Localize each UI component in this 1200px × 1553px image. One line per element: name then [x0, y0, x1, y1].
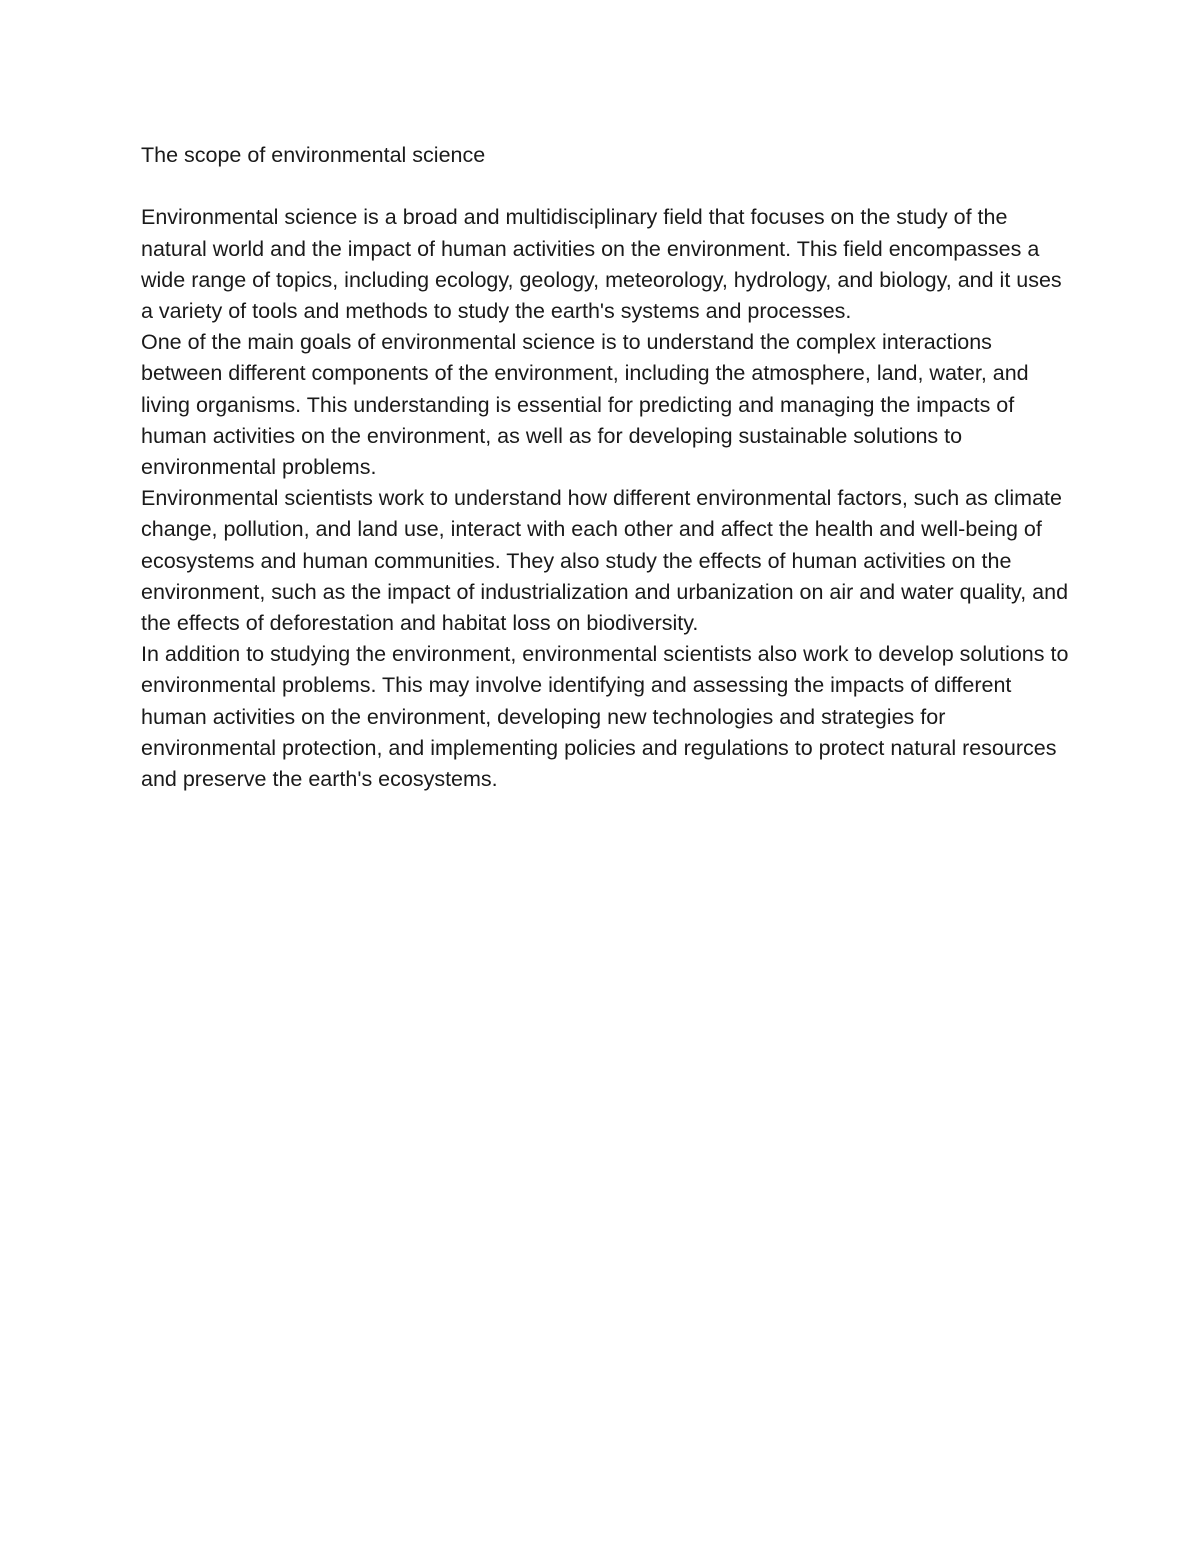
paragraph-4: In addition to studying the environment, environmental scientists also work to develop solutions to environmental problems. This may involve identifying and assessing the impacts of different human activities on the environment, developing new technologies and strategies for environmental protection, and implementing policies and regulations to protect natural resources and preserve the earth's ecosystems.	[141, 642, 1069, 792]
blank-line	[141, 171, 1071, 202]
paragraph-2: One of the main goals of environmental science is to understand the complex interactions between different components of the environment, including the atmosphere, land, water, and living organisms. This understanding is essential for predicting and managing the impacts of human activities on the environment, as well as for developing sustainable solutions to environmental problems.	[141, 330, 1029, 480]
paragraph-1: Environmental science is a broad and multidisciplinary field that focuses on the study of the natural world and the impact of human activities on the environment. This field encompasses a wide range of topics, including ecology, geology, meteorology, hydrology, and biology, and it uses a variety of tools and methods to study the earth's systems and processes.	[141, 205, 1062, 323]
document-title: The scope of environmental science	[141, 143, 486, 167]
document-page	[141, 140, 1071, 795]
paragraph-3: Environmental scientists work to understand how different environmental factors, such as climate change, pollution, and land use, interact with each other and affect the health and well-being of ecosystems and human communities. They also study the effects of human activities on the environment, such as the impact of industrialization and urbanization on air and water quality, and the effects of deforestation and habitat loss on biodiversity.	[141, 486, 1069, 636]
